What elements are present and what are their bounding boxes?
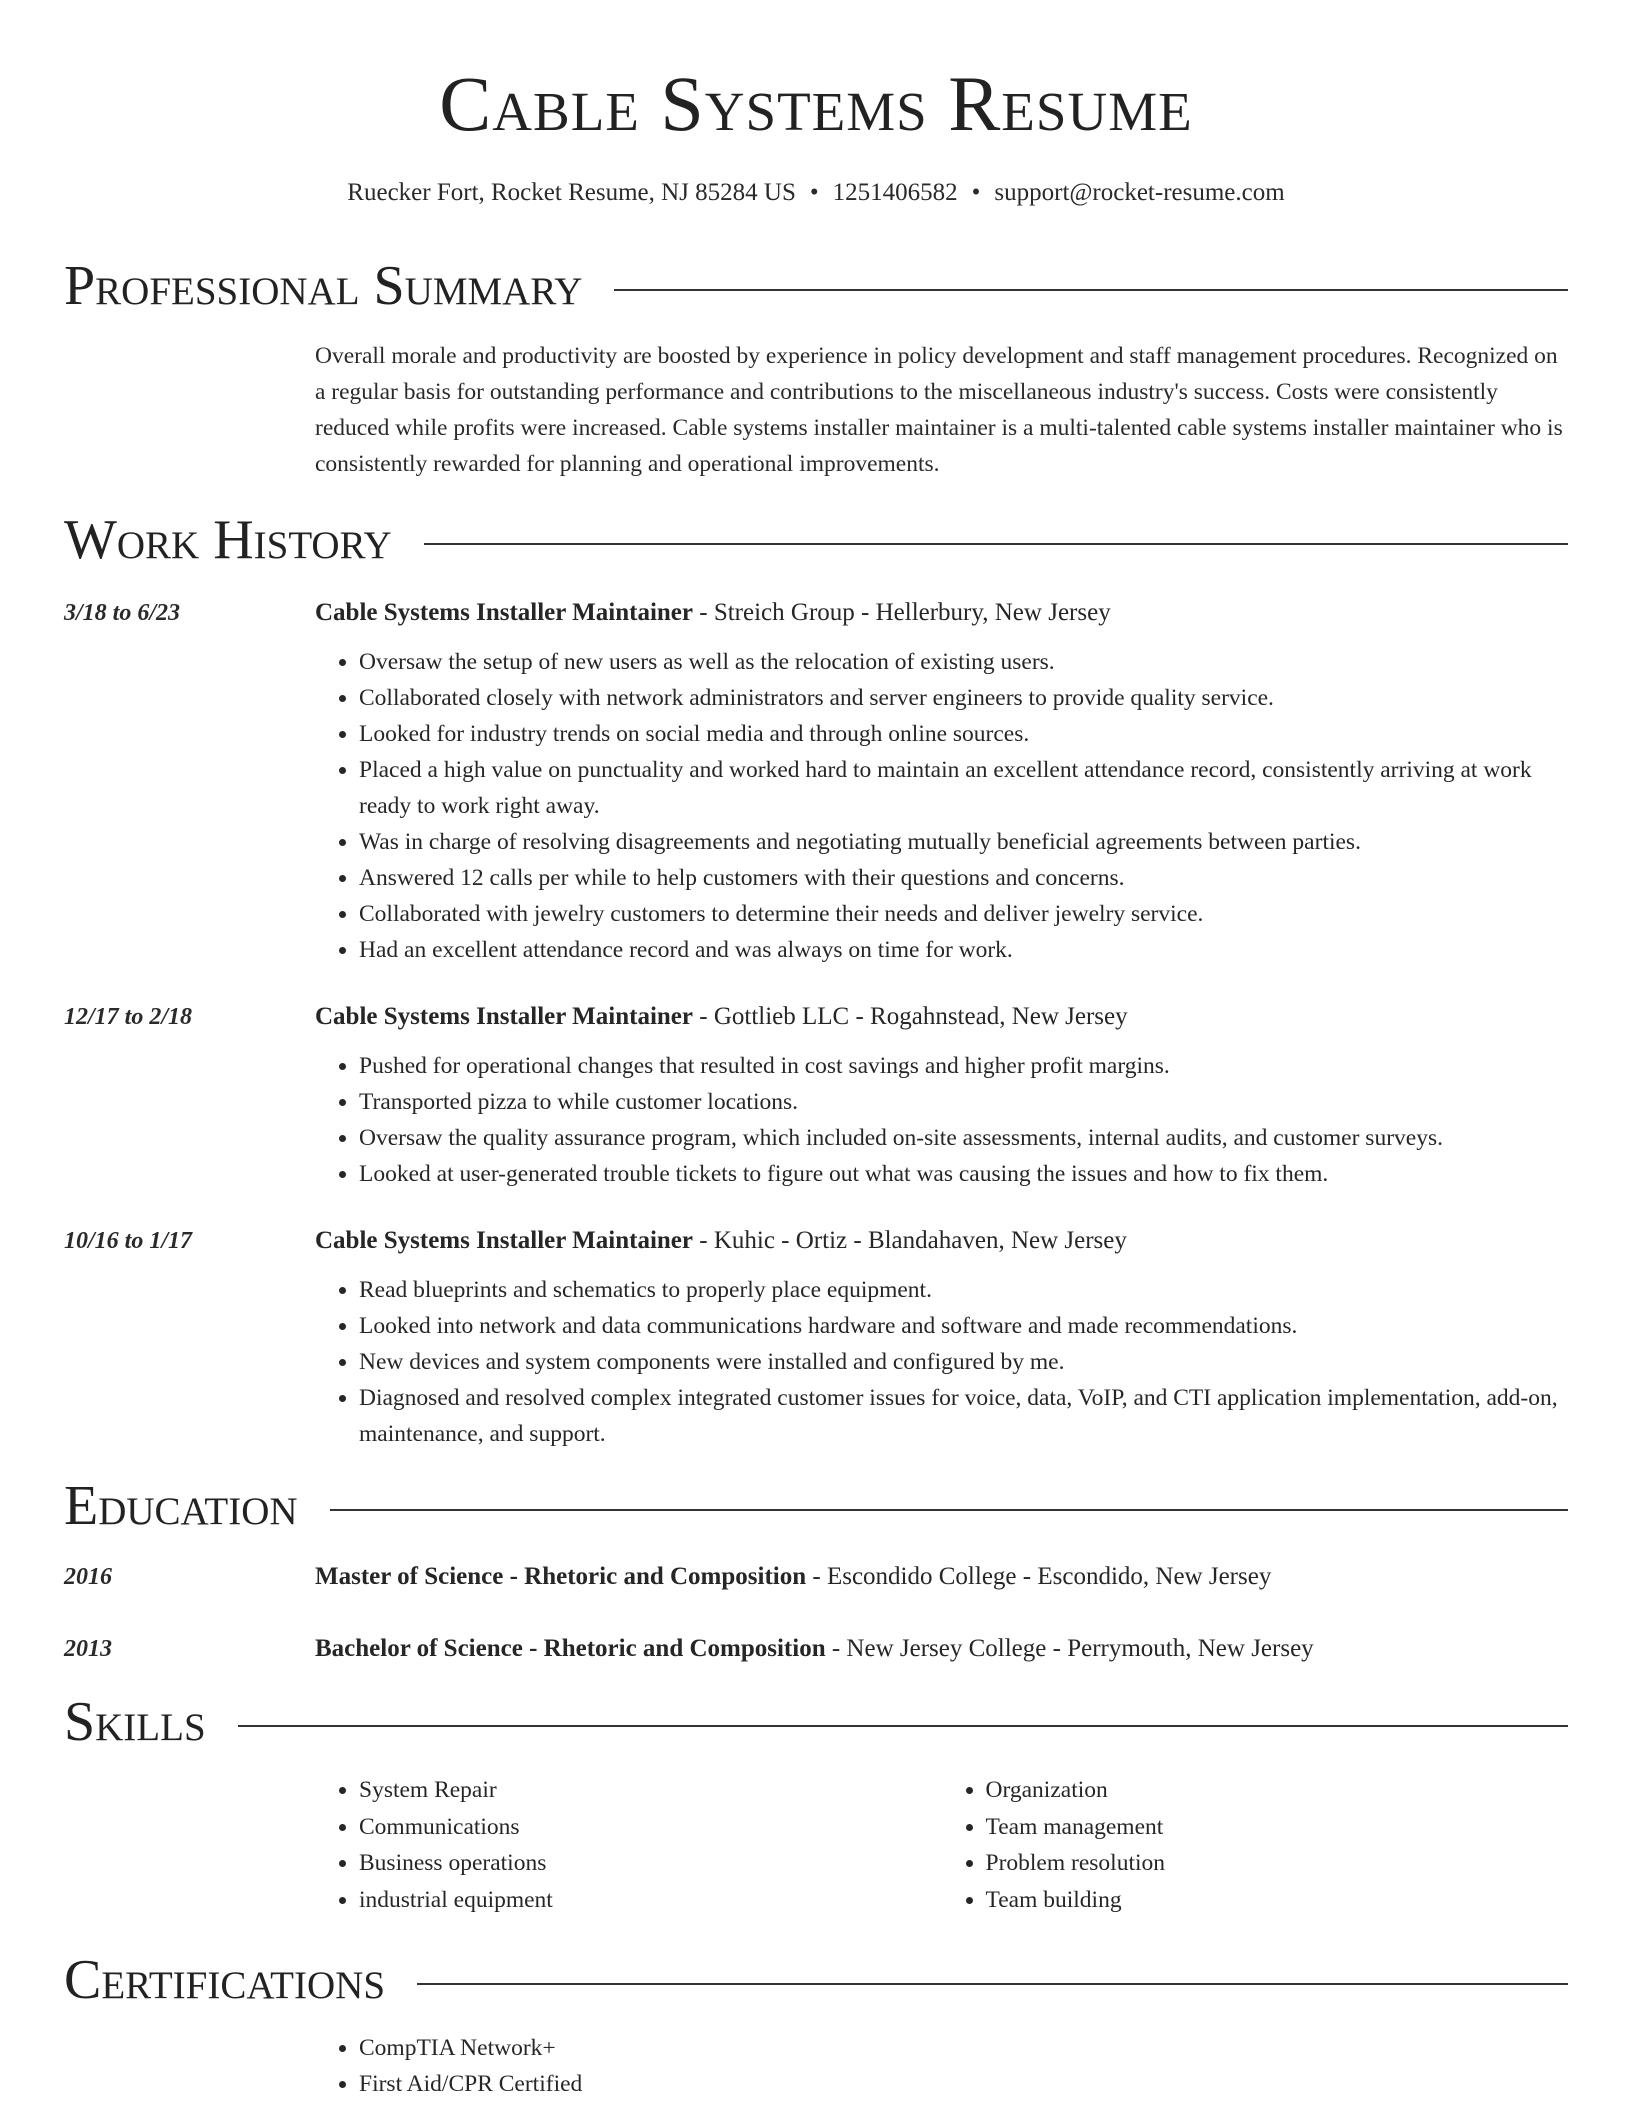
list-item: • Looked for industry trends on social media and through online sources. [359, 716, 1568, 752]
list-item: • Pushed for operational changes that resulted in cost savings and higher profit margins. [359, 1048, 1568, 1084]
section-divider [417, 1983, 1568, 1985]
job-bullets [315, 1048, 1568, 1192]
list-item: • Problem resolution [986, 1845, 1569, 1882]
work-heading: Work History [64, 509, 392, 571]
section-divider [424, 543, 1568, 545]
skills-column-right [942, 1772, 1569, 1918]
list-item: • Team building [986, 1882, 1569, 1919]
job-entry-3 [64, 1224, 1568, 1452]
list-item: • Placed a high value on punctuality and worked hard to maintain an excellent attendance record, consistently arriving at work ready to work right away. [359, 752, 1568, 824]
job-role [315, 596, 1568, 630]
list-item: • Answered 12 calls per while to help customers with their questions and concerns. [359, 860, 1568, 896]
list-item: • Transported pizza to while customer locations. [359, 1084, 1568, 1120]
contact-separator: • [971, 179, 981, 206]
certifications-bullets [315, 2030, 1568, 2102]
contact-address: Ruecker Fort, Rocket Resume, NJ 85284 US [347, 179, 796, 206]
list-item: • New devices and system components were installed and configured by me. [359, 1344, 1568, 1380]
list-item: • Had an excellent attendance record and was always on time for work. [359, 932, 1568, 968]
certifications-section-header [64, 1948, 1568, 2012]
list-item: • CompTIA Network+ [359, 2030, 1568, 2066]
job-title: Cable Systems Installer Maintainer [315, 599, 693, 626]
job-role [315, 1224, 1568, 1258]
job-dates: 10/16 to 1/17 [64, 1228, 193, 1254]
work-section-header [64, 508, 1568, 572]
degree-title: Master of Science - Rhetoric and Composition [315, 1563, 807, 1590]
list-item: • Business operations [359, 1845, 942, 1882]
job-entry-1 [64, 596, 1568, 968]
summary-text: Overall morale and productivity are boosted by experience in policy development and staff management procedures. Recognized on a regular basis for outstanding performance and contributions to the miscellaneous industry's success. Costs were consistently reduced while profits were increased. Cable systems installer maintainer is a multi-talented cable systems installer maintainer who is consistently rewarded for planning and operational improvements. [315, 343, 1563, 477]
job-role [315, 1000, 1568, 1034]
contact-separator: • [809, 179, 819, 206]
skills-column-left [315, 1772, 942, 1918]
skills-heading: Skills [64, 1691, 206, 1753]
degree-title: Bachelor of Science - Rhetoric and Composition [315, 1635, 826, 1662]
job-dates: 12/17 to 2/18 [64, 1004, 193, 1030]
list-item: • Read blueprints and schematics to properly place equipment. [359, 1272, 1568, 1308]
list-item: • System Repair [359, 1772, 942, 1809]
certifications-heading: Certifications [64, 1949, 386, 2011]
list-item: • Looked into network and data communications hardware and software and made recommendations. [359, 1308, 1568, 1344]
education-section-header [64, 1474, 1568, 1538]
job-details: - Streich Group - Hellerbury, New Jersey [693, 599, 1111, 626]
list-item: • Was in charge of resolving disagreements and negotiating mutually beneficial agreements between parties. [359, 824, 1568, 860]
section-divider [330, 1509, 1568, 1511]
summary-section-header [64, 254, 1568, 318]
certifications-list [315, 2030, 1568, 2102]
education-year: 2013 [64, 1636, 112, 1662]
job-bullets [315, 644, 1568, 968]
job-details: - Kuhic - Ortiz - Blandahaven, New Jersey [693, 1227, 1127, 1254]
education-entry-1 [64, 1560, 1568, 1594]
job-bullets [315, 1272, 1568, 1452]
resume-title: Cable Systems Resume [439, 60, 1193, 147]
contact-email: support@rocket-resume.com [994, 179, 1285, 206]
education-role [315, 1632, 1568, 1666]
summary-heading: Professional Summary [64, 255, 583, 317]
contact-phone: 1251406582 [832, 179, 958, 206]
list-item: • industrial equipment [359, 1882, 942, 1919]
section-divider [614, 289, 1568, 291]
job-details: - Gottlieb LLC - Rogahnstead, New Jersey [693, 1003, 1128, 1030]
education-details: - New Jersey College - Perrymouth, New Jersey [825, 1635, 1314, 1662]
job-entry-2 [64, 1000, 1568, 1192]
section-divider [238, 1725, 1568, 1727]
job-title: Cable Systems Installer Maintainer [315, 1003, 693, 1030]
list-item: • Team management [986, 1809, 1569, 1846]
list-item: • Oversaw the setup of new users as well as the relocation of existing users. [359, 644, 1568, 680]
education-year: 2016 [64, 1564, 112, 1590]
list-item: • Collaborated with jewelry customers to determine their needs and deliver jewelry service. [359, 896, 1568, 932]
list-item: • First Aid/CPR Certified [359, 2066, 1568, 2102]
list-item: • Organization [986, 1772, 1569, 1809]
job-title: Cable Systems Installer Maintainer [315, 1227, 693, 1254]
skills-section-header [64, 1690, 1568, 1754]
job-dates: 3/18 to 6/23 [64, 600, 181, 626]
education-details: - Escondido College - Escondido, New Jersey [806, 1563, 1272, 1590]
list-item: • Communications [359, 1809, 942, 1846]
education-role [315, 1560, 1568, 1594]
list-item: • Diagnosed and resolved complex integrated customer issues for voice, data, VoIP, and CTI application implementation, add-on, maintenance, and support. [359, 1380, 1568, 1452]
list-item: • Oversaw the quality assurance program, which included on-site assessments, internal audits, and customer surveys. [359, 1120, 1568, 1156]
list-item: • Looked at user-generated trouble tickets to figure out what was causing the issues and how to fix them. [359, 1156, 1568, 1192]
list-item: • Collaborated closely with network administrators and server engineers to provide quality service. [359, 680, 1568, 716]
education-heading: Education [64, 1475, 298, 1537]
contact-line [64, 176, 1568, 210]
education-entry-2 [64, 1632, 1568, 1666]
skills-list [315, 1772, 1568, 1918]
